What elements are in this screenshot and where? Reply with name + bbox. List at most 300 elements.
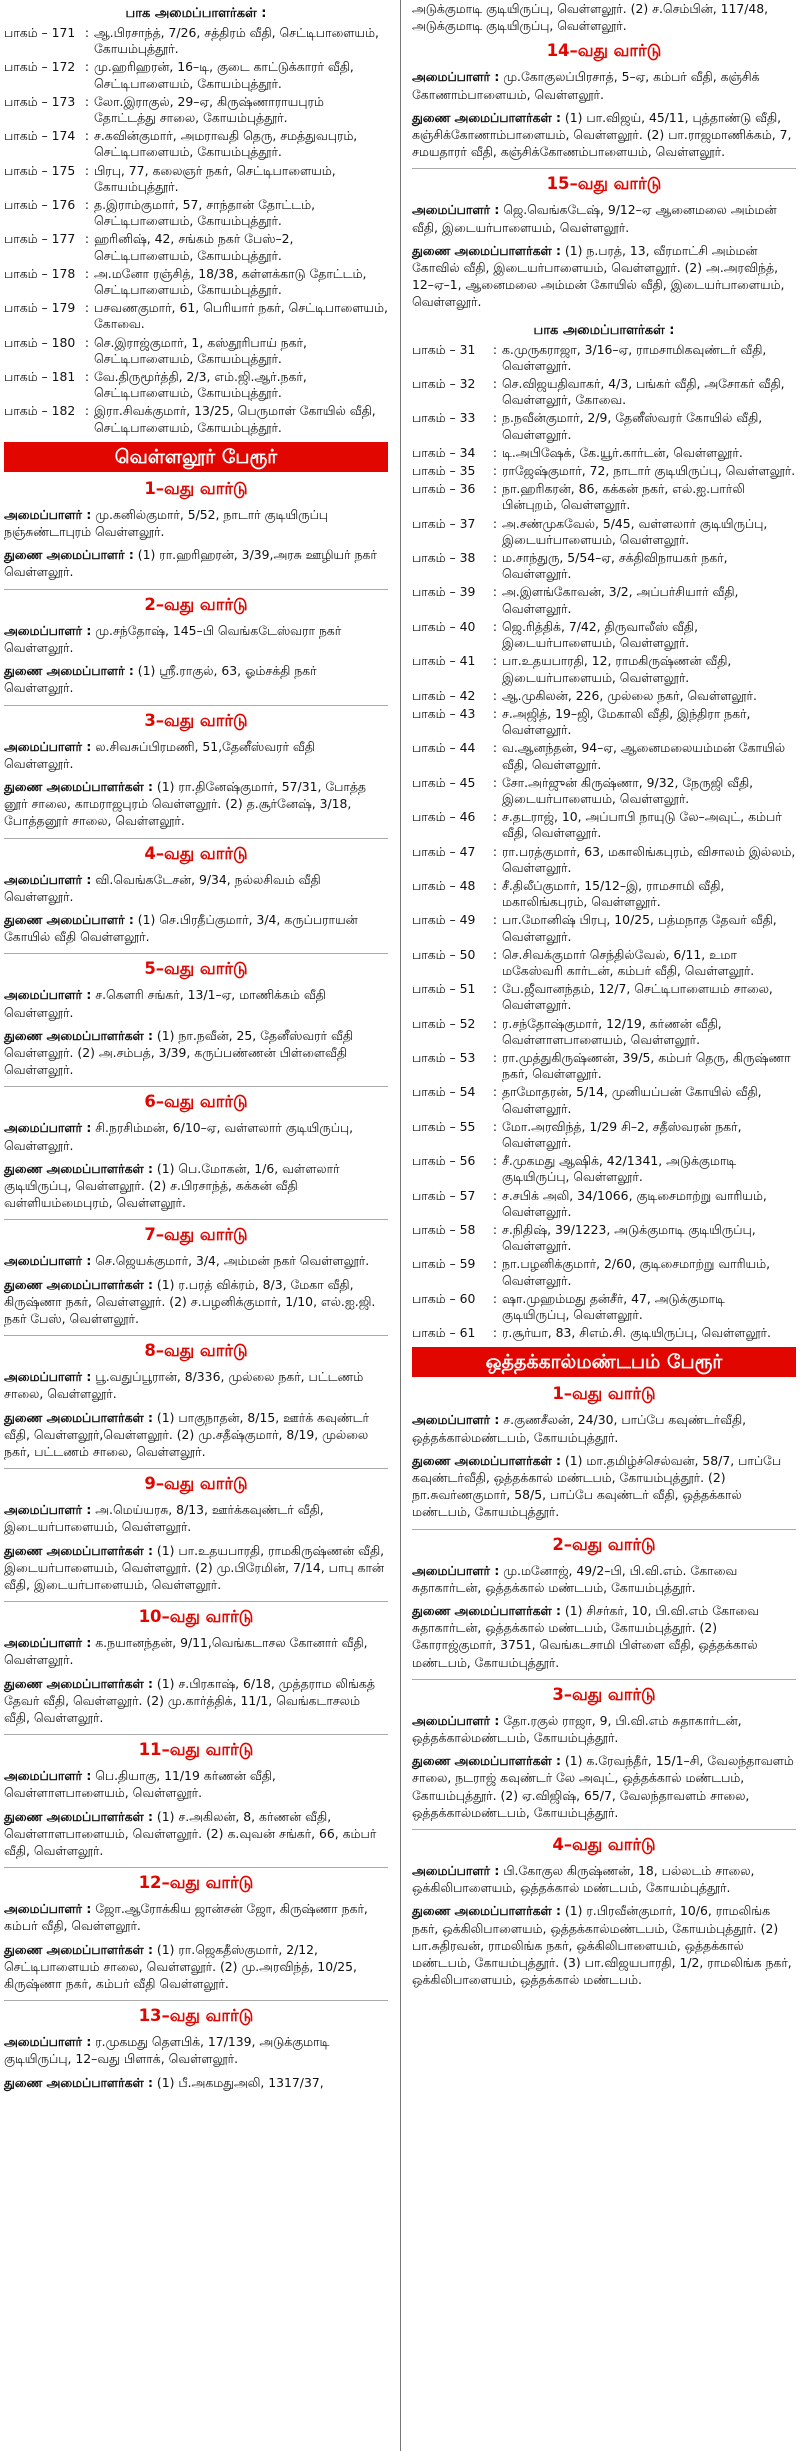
booth-number: பாகம் – 52	[412, 1015, 476, 1031]
booth-organizer: ச.தடராஜ், 10, அப்பாபி நாயுடு லே–அவுட், கம்பர் வீதி, வெள்ளலூர்.	[502, 809, 782, 841]
booth-number: பாகம் – 39	[412, 584, 476, 600]
column-divider	[400, 0, 401, 2451]
booth-number: பாகம் – 40	[412, 618, 476, 634]
organizer-paragraph	[4, 2033, 388, 2067]
booth-organizer: பிரபு, 77, கலைஞர் நகர், செட்டிபாளையம், கோயம்புத்தூர்.	[94, 162, 336, 194]
booth-organizer: மோ.அரவிந்த், 1/29 சி–2, சதீஸ்வரன் நகர், வெள்ளலூர்.	[502, 1118, 742, 1150]
booth-number: பாகம் – 51	[412, 981, 476, 997]
organizer-paragraph	[4, 1900, 388, 1934]
organizer-paragraph	[412, 1862, 796, 1896]
colon-separator: :	[492, 1290, 498, 1306]
organizer-details: (1) பா.விஜய், 45/11, புத்தாண்டு வீதி, கஞ்சிக்கோணாம்பாளையம், வெள்ளலூர். (2) பா.ராஜமாணிக்கம், 7, சமயதாரர் வீதி, கஞ்சிக்கோணம்பாளையம், வெள்ளலூர்.	[412, 109, 792, 160]
organizer-details: (1) ச.பிரகாஷ், 6/18, முத்தராம லிங்கத் தேவர் வீதி, வெள்ளலூர். (2) மு.கார்த்திக், 11/1, வெங்கடாசலம் வீதி, வெள்ளலூர்.	[4, 1675, 375, 1726]
booth-organizer: வ.ஆனந்தன், 94–ஏ, ஆனைமலையம்மன் கோயில் வீதி, வெள்ளலூர்.	[502, 740, 785, 772]
organizer-paragraph	[4, 1119, 388, 1153]
ward-heading: 1–வது வார்டு	[552, 1384, 656, 1404]
colon-separator: :	[492, 912, 498, 928]
ward-heading: 3–வது வார்டு	[552, 1684, 656, 1704]
section-divider	[4, 953, 388, 954]
role-label: துணை அமைப்பாளர்கள் :	[412, 1903, 561, 1919]
organizer-paragraph	[412, 1752, 796, 1821]
colon-separator: :	[492, 550, 498, 566]
booth-organizer: ராஜேஷ்குமார், 72, நாடார் குடியிருப்பு, வெள்ளலூர்.	[502, 463, 796, 479]
role-label: துணை அமைப்பாளர்கள் :	[4, 1160, 153, 1176]
section-divider	[412, 1679, 796, 1680]
colon-separator: :	[84, 231, 90, 247]
colon-separator: :	[492, 1325, 498, 1341]
booth-number: பாகம் – 57	[412, 1187, 476, 1203]
section-divider	[4, 838, 388, 839]
section-divider	[412, 1829, 796, 1830]
booth-number: பாகம் – 34	[412, 444, 476, 460]
organizer-paragraph	[4, 1409, 388, 1461]
role-label: அமைப்பாளர் :	[4, 987, 92, 1003]
organizer-paragraph	[4, 1808, 388, 1860]
booth-entry	[412, 809, 796, 841]
booth-organizer: ச.கவின்குமார், அமராவதி தெரு, சமத்துவபுரம், செட்டிபாளையம், கோயம்புத்தூர்.	[94, 128, 358, 160]
role-label: துணை அமைப்பாளர்கள் :	[4, 1027, 153, 1043]
organizer-details: (1) ரா.ஜெகதீஸ்குமார், 2/12, செட்டிபாளையம் சாலை, வெள்ளலூர். (2) மு.அரவிந்த், 10/25, கிருஷ்ணா நகர், கம்பர் வீதி வெள்ளலூர்.	[4, 1941, 357, 1992]
organizer-details: பூ.வதுப்பூரான், 8/336, முல்லை நகர், பட்டணம் சாலை, வெள்ளலூர்.	[4, 1369, 364, 1402]
booth-entry	[412, 376, 796, 408]
booth-organizer: சீ.திலீப்குமார், 15/12–இ, ராமசாமி வீதி, மகாலிங்கபுரம், வெள்ளலூர்.	[502, 877, 725, 910]
booth-entry	[4, 266, 388, 298]
booth-organizer: த.இராம்குமார், 57, சாந்தான் தோட்டம், செட்டிபாளையம், கோயம்புத்தூர்.	[94, 197, 316, 229]
organizer-paragraph	[4, 622, 388, 656]
organizer-paragraph	[4, 2074, 388, 2091]
role-label: துணை அமைப்பாளர்கள் :	[4, 2074, 153, 2090]
booth-entry	[4, 128, 388, 160]
organizer-details: மு.கனில்குமார், 5/52, நாடார் குடியிருப்பு நஞ்சுண்டாபுரம் வெள்ளலூர்.	[4, 506, 329, 540]
role-label: அமைப்பாளர் :	[4, 1253, 92, 1269]
booth-organizer: செ.சிவக்குமார் செந்தில்வேல், 6/11, உமா மகேஸ்வரி கார்டன், கம்பர் வீதி, வெள்ளலூர்.	[502, 946, 755, 978]
booth-entry	[412, 463, 796, 479]
booth-organizer: ஷா.முஹம்மது தன்சீர், 47, அடுக்குமாடி குடியிருப்பு, வெள்ளலூர்.	[502, 1290, 725, 1323]
organizer-paragraph	[4, 1252, 388, 1269]
booth-entry	[4, 369, 388, 401]
booth-number: பாகம் – 172	[4, 59, 76, 75]
booth-number: பாகம் – 53	[412, 1049, 476, 1065]
booth-number: பாகம் – 45	[412, 774, 476, 790]
booth-number: பாகம் – 48	[412, 877, 476, 893]
booth-number: பாகம் – 174	[4, 128, 76, 144]
booth-number: பாகம் – 56	[412, 1153, 476, 1169]
colon-separator: :	[492, 341, 498, 357]
section-divider	[412, 168, 796, 169]
booth-number: பாகம் – 47	[412, 843, 476, 859]
ward-heading: 4–வது வார்டு	[144, 843, 248, 863]
booth-organizer: லோ.இராகுல், 29–ஏ, கிருஷ்ணாராயபுரம் தோட்டத்து சாலை, கோயம்புத்தூர்.	[94, 93, 324, 126]
organizer-paragraph	[4, 871, 388, 905]
colon-separator: :	[492, 584, 498, 600]
organizer-paragraph	[412, 201, 796, 235]
colon-separator: :	[492, 809, 498, 825]
booth-entry	[412, 342, 796, 374]
booth-number: பாகம் – 33	[412, 410, 476, 426]
colon-separator: :	[492, 843, 498, 859]
ward-heading: 10–வது வார்டு	[138, 1607, 254, 1627]
booth-number: பாகம் – 43	[412, 705, 476, 721]
organizer-details: (1) செ.பிரதீப்குமார், 3/4, கருப்பராயன் கோயில் வீதி வெள்ளலூர்.	[4, 911, 358, 945]
booth-number: பாகம் – 175	[4, 162, 76, 178]
organizer-details: (1) ரா.ஹரிஹரன், 3/39,அரசு ஊழியர் நகர் வெள்ளலூர்.	[4, 547, 377, 580]
role-label: அமைப்பாளர் :	[4, 1369, 92, 1385]
section-divider	[4, 1734, 388, 1735]
section-divider	[412, 1529, 796, 1530]
organizer-details: (1) பா.உதயபாரதி, ராமகிருஷ்ணன் வீதி, இடையர்பாளையம், வெள்ளலூர். (2) மு.பிரேமின், 7/14, பாபு கான் வீதி, இடையர்பாளையம், வெள்ளலூர்.	[4, 1542, 385, 1592]
organizer-details: தோ.ரகுல் ராஜா, 9, பி.வி.எம் சுதாகார்டன், ஒத்தக்கால்மண்டபம், கோயம்புத்தூர்.	[412, 1712, 742, 1746]
organizer-details: (1) ந.பரத், 13, வீரமாட்சி அம்மன் கோவில் வீதி, இடையர்பாளையம், வெள்ளலூர். (2) அ.அரவிந்த், 12–ஏ–1, ஆனைமலை அம்மன் கோயில் வீதி, இடையர்பாளையம், வெள்ளலூர்.	[412, 242, 785, 310]
ward-heading: 12–வது வார்டு	[138, 1873, 254, 1893]
booth-entry	[4, 59, 388, 91]
booth-entry	[412, 706, 796, 738]
organizer-paragraph	[4, 1634, 388, 1668]
role-label: துணை அமைப்பாளர்கள் :	[412, 1753, 561, 1769]
booth-number: பாகம் – 50	[412, 946, 476, 962]
section-divider	[4, 1335, 388, 1336]
organizer-details: செ.ஜெயக்குமார், 3/4, அம்மன் நகர் வெள்ளலூர்.	[91, 1253, 370, 1269]
role-label: அமைப்பாளர் :	[4, 1901, 92, 1917]
booth-organizer: க.முருகராஜா, 3/16–ஏ, ராமசாமிகவுண்டர் வீதி, வெள்ளலூர்.	[502, 341, 767, 373]
organizer-paragraph	[412, 1562, 796, 1596]
booth-organizer: ஆ.முகிலன், 226, முல்லை நகர், வெள்ளலூர்.	[502, 687, 757, 703]
organizer-paragraph	[412, 1902, 796, 1988]
colon-separator: :	[84, 369, 90, 385]
colon-separator: :	[492, 1015, 498, 1031]
booth-organizer: ர.சந்தோஷ்குமார், 12/19, கர்ணன் வீதி, வெள்ளாளபாளையம், வெள்ளலூர்.	[502, 1015, 722, 1047]
ward-heading: 2–வது வார்டு	[552, 1534, 656, 1554]
organizer-details: மு.சந்தோஷ், 145–பி வெங்கடேஸ்வரா நகர் வெள்ளலூர்.	[4, 622, 342, 655]
role-label: துணை அமைப்பாளர்கள் :	[412, 1452, 561, 1468]
role-label: துணை அமைப்பாளர்கள் :	[412, 109, 561, 125]
colon-separator: :	[492, 410, 498, 426]
ward-heading: 9–வது வார்டு	[144, 1474, 248, 1494]
booth-organizer: ச.நிதிஷ், 39/1223, அடுக்குமாடி குடியிருப்பு, வெள்ளலூர்.	[502, 1222, 756, 1254]
booth-entry	[412, 550, 796, 582]
organizer-details: (1) ஸ்ரீ.ராகுல், 63, ஓம்சக்தி நகர் வெள்ளலூர்.	[4, 663, 317, 696]
section-subheading: பாக அமைப்பாளர்கள் :	[533, 322, 675, 338]
booth-entry	[412, 1291, 796, 1323]
colon-separator: :	[492, 1049, 498, 1065]
colon-separator: :	[492, 946, 498, 962]
colon-separator: :	[492, 653, 498, 669]
booth-organizer: ர.சூர்யா, 83, சிஎம்.சி. குடியிருப்பு, வெள்ளலூர்.	[502, 1325, 771, 1341]
organizer-paragraph	[412, 1602, 796, 1671]
booth-entry	[412, 516, 796, 548]
colon-separator: :	[84, 403, 90, 419]
booth-number: பாகம் – 59	[412, 1256, 476, 1272]
ward-heading: 11–வது வார்டு	[138, 1740, 254, 1760]
booth-number: பாகம் – 178	[4, 265, 76, 281]
booth-number: பாகம் – 31	[412, 341, 476, 357]
booth-entry	[4, 335, 388, 367]
booth-number: பாகம் – 176	[4, 197, 76, 213]
colon-separator: :	[492, 705, 498, 721]
booth-organizer: ரா.பரத்குமார், 63, மகாலிங்கபுரம், விசாலம் இல்லம், வெள்ளலூர்.	[502, 843, 796, 875]
booth-entry	[412, 1084, 796, 1116]
ward-heading: 13–வது வார்டு	[138, 2006, 254, 2026]
booth-number: பாகம் – 42	[412, 687, 476, 703]
booth-number: பாகம் – 58	[412, 1222, 476, 1237]
booth-entry	[412, 844, 796, 876]
booth-number: பாகம் – 61	[412, 1325, 476, 1341]
organizer-paragraph	[4, 506, 388, 540]
right-column	[404, 0, 800, 2451]
booth-number: பாகம் – 180	[4, 334, 76, 350]
booth-organizer: ஹரினிஷ், 42, சங்கம் நகர் பேஸ்–2, செட்டிபாளையம், கோயம்புத்தூர்.	[94, 231, 294, 263]
colon-separator: :	[492, 981, 498, 997]
role-label: அமைப்பாளர் :	[412, 69, 500, 85]
booth-organizer: ச.அஜித், 19–ஜி, மேகாலி வீதி, இந்திரா நகர், வெள்ளலூர்.	[502, 705, 751, 738]
ward-heading: 6–வது வார்டு	[144, 1092, 248, 1112]
role-label: துணை அமைப்பாளர்கள் :	[4, 778, 153, 794]
role-label: அமைப்பாளர் :	[4, 2034, 92, 2050]
role-label: அமைப்பாளர் :	[412, 1562, 500, 1578]
organizer-details: (1) ர.பிரவீன்குமார், 10/6, ராமலிங்க நகர், ஒக்கிலிபாளையம், ஒத்தக்கால்மண்டபம், கோயம்புத்தூர். (2) பா.சுதிரவன், ராமலிங்க நகர், ஒக்கிலிபாளையம், ஒத்தக்கால் மண்டபம், கோயம்புத்தூர். (3) பா.விஜயபாரதி, 1/2, ராமலிங்க நகர், ஒக்கிலிபாளையம், ஒத்தக்கால் மண்டபம்.	[412, 1903, 792, 1988]
booth-entry	[412, 775, 796, 807]
colon-separator: :	[492, 618, 498, 634]
booth-entry	[412, 912, 796, 944]
booth-entry	[412, 445, 796, 461]
organizer-paragraph	[4, 778, 388, 830]
booth-entry	[4, 94, 388, 126]
organizer-paragraph	[412, 68, 796, 102]
colon-separator: :	[492, 1187, 498, 1203]
organizer-paragraph	[412, 1712, 796, 1746]
organizer-details: பி.கோகுல கிருஷ்ணன், 18, பல்லடம் சாலை, ஒக்கிலிபாளையம், ஒத்தக்கால் மண்டபம், கோயம்புத்தூர்.	[412, 1863, 755, 1896]
section-divider	[4, 705, 388, 706]
section-divider	[4, 1086, 388, 1087]
booth-entry	[412, 1222, 796, 1254]
ward-heading: 4–வது வார்டு	[552, 1835, 656, 1855]
booth-organizer: அ.சண்முகவேல், 5/45, வள்ளலார் குடியிருப்பு, இடையர்பாளையம், வெள்ளலூர்.	[502, 515, 768, 547]
booth-number: பாகம் – 177	[4, 231, 76, 247]
role-label: துணை அமைப்பாளர் :	[4, 911, 134, 927]
booth-number: பாகம் – 55	[412, 1118, 476, 1134]
colon-separator: :	[492, 740, 498, 756]
organizer-details: ச.கௌரி சங்கர், 13/1–ஏ, மாணிக்கம் வீதி வெள்ளலூர்.	[4, 987, 326, 1020]
organizer-details: ல.சிவசுப்பிரமணி, 51,தேனீஸ்வரர் வீதி வெள்ளலூர்.	[4, 738, 315, 771]
booth-entry	[412, 740, 796, 772]
role-label: அமைப்பாளர் :	[412, 1863, 500, 1879]
booth-organizer: ஆ.பிரசாந்த், 7/26, சத்திரம் வீதி, செட்டிபாளையம், கோயம்புத்தூர்.	[94, 25, 379, 57]
organizer-paragraph	[4, 1160, 388, 1212]
role-label: அமைப்பாளர் :	[412, 1712, 500, 1728]
booth-organizer: வே.திருமூர்த்தி, 2/3, எம்.ஜி.ஆர்.நகர், செட்டிபாளையம், கோயம்புத்தூர்.	[94, 369, 307, 401]
booth-number: பாகம் – 179	[4, 300, 76, 316]
role-label: அமைப்பாளர் :	[4, 1635, 92, 1651]
organizer-details: ஜோ.ஆரோக்கிய ஜான்சன் ஜோ, கிருஷ்ணா நகர், கம்பர் வீதி, வெள்ளலூர்.	[4, 1901, 368, 1934]
booth-entry	[412, 1153, 796, 1185]
colon-separator: :	[84, 334, 90, 350]
organizer-paragraph	[4, 1542, 388, 1594]
booth-entry	[412, 688, 796, 704]
organizer-paragraph	[4, 1941, 388, 1993]
booth-organizer: சோ.அர்ஜுன் கிருஷ்ணா, 9/32, நேருஜி வீதி, இடையர்பாளையம், வெள்ளலூர்.	[502, 774, 754, 806]
booth-organizer: செ.இராஜ்குமார், 1, கஸ்தூரிபாய் நகர், செட்டிபாளையம், கோயம்புத்தூர்.	[94, 334, 307, 366]
booth-organizer: இரா.சிவக்குமார், 13/25, பெருமாள் கோயில் வீதி, செட்டிபாளையம், கோயம்புத்தூர்.	[94, 403, 376, 435]
booth-entry	[412, 1256, 796, 1288]
booth-number: பாகம் – 49	[412, 912, 476, 928]
colon-separator: :	[84, 265, 90, 281]
booth-organizer: சீ.முகமது ஆஷிக், 42/1341, அடுக்குமாடி குடியிருப்பு, வெள்ளலூர்.	[502, 1153, 737, 1185]
ward-heading: 7–வது வார்டு	[144, 1225, 248, 1245]
left-column	[0, 0, 396, 2451]
organizer-details: (1) க.ரேவந்தீர், 15/1–சி, வேலந்தாவளம் சாலை, நடராஜ் கவுண்டர் லே அவுட், ஒத்தக்கால் மண்டபம், கோயம்புத்தூர். (2) ஏ.விஜிஷ், 65/7, வேலந்தாவளம் சாலை, ஒத்தக்கால்மண்டபம், கோயம்புத்தூர்.	[412, 1753, 794, 1820]
organizer-paragraph	[4, 662, 388, 696]
role-label: அமைப்பாளர் :	[412, 1412, 500, 1428]
section-divider	[4, 1867, 388, 1868]
role-label: அமைப்பாளர் :	[4, 622, 92, 638]
colon-separator: :	[492, 877, 498, 893]
town-banner: ஒத்தக்கால்மண்டபம் பேரூர்	[412, 1347, 796, 1377]
colon-separator: :	[492, 463, 498, 479]
booth-organizer: பா.மோனிஷ் பிரபு, 10/25, பத்மநாத தேவர் வீதி, வெள்ளலூர்.	[502, 912, 777, 944]
organizer-details: (1) நா.நவீன், 25, தேனீஸ்வரர் வீதி வெள்ளலூர். (2) அ.சம்பத், 3/39, கருப்பண்ணன் பிள்ளைவீதி வெள்ளலூர்.	[4, 1027, 353, 1078]
colon-separator: :	[492, 1118, 498, 1134]
organizer-paragraph	[4, 986, 388, 1020]
role-label: அமைப்பாளர் :	[4, 1120, 92, 1136]
role-label: அமைப்பாளர் :	[4, 738, 92, 754]
organizer-paragraph	[412, 0, 796, 34]
organizer-details: அடுக்குமாடி குடியிருப்பு, வெள்ளலூர். (2) ச.செம்பின், 117/48, அடுக்குமாடி குடியிருப்பு, வெள்ளலூர்.	[412, 1, 769, 34]
organizer-details: (1) ரா.தினேஷ்குமார், 57/31, போத்த னூர் சாலை, காமராஜபுரம் வெள்ளலூர். (2) த.சூர்னேஷ், 3/18, போத்தனூர் சாலை, வெள்ளலூர்.	[4, 778, 366, 829]
booth-number: பாகம் – 41	[412, 653, 476, 669]
booth-entry	[412, 981, 796, 1013]
organizer-paragraph	[412, 242, 796, 311]
organizer-details: ச.குணசீலன், 24/30, பாப்பே கவுண்டர்வீதி, ஒத்தக்கால்மண்டபம், கோயம்புத்தூர்.	[412, 1412, 747, 1445]
role-label: துணை அமைப்பாளர்கள் :	[4, 1276, 153, 1292]
organizer-details: (1) ர.பரத் விக்ரம், 8/3, மேகா வீதி, கிருஷ்ணா நகர், வெள்ளலூர். (2) ச.பழனிக்குமார், 1/10, எல்.ஐ.ஜி. நகர் பேஸ், வெள்ளலூர்.	[4, 1276, 376, 1326]
organizer-details: வி.வெங்கடேசன், 9/34, நல்லசிவம் வீதி வெள்ளலூர்.	[4, 871, 321, 904]
organizer-details: பெ.தியாகு, 11/19 கர்ணன் வீதி, வெள்ளாளபாளையம், வெள்ளலூர்.	[4, 1768, 276, 1801]
role-label: துணை அமைப்பாளர்கள் :	[4, 1542, 153, 1558]
organizer-paragraph	[4, 1767, 388, 1801]
booth-entry	[412, 619, 796, 651]
booth-number: பாகம் – 32	[412, 376, 476, 392]
role-label: அமைப்பாளர் :	[4, 1502, 92, 1518]
booth-organizer: அ.மனோ ரஞ்சித், 18/38, கள்ளக்காடு தோட்டம், செட்டிபாளையம், கோயம்புத்தூர்.	[94, 265, 367, 298]
booth-entry	[4, 231, 388, 263]
booth-entry	[412, 878, 796, 910]
colon-separator: :	[84, 300, 90, 316]
booth-entry	[412, 1188, 796, 1220]
ward-heading: 8–வது வார்டு	[144, 1341, 248, 1361]
booth-entry	[412, 584, 796, 616]
organizer-paragraph	[4, 1675, 388, 1727]
organizer-paragraph	[4, 1501, 388, 1535]
booth-entry	[412, 653, 796, 685]
section-divider	[4, 1601, 388, 1602]
organizer-details: அ.மெய்யரசு, 8/13, ஊர்க்கவுண்டர் வீதி, இடையர்பாளையம், வெள்ளலூர்.	[4, 1502, 324, 1535]
booth-organizer: ஜெ.ரித்திக், 7/42, திருவாலீஸ் வீதி, இடையர்பாளையம், வெள்ளலூர்.	[502, 618, 699, 651]
organizer-details: சி.நரசிம்மன், 6/10–ஏ, வள்ளலார் குடியிருப்பு, வெள்ளலூர்.	[4, 1120, 354, 1153]
booth-number: பாகம் – 171	[4, 25, 76, 40]
organizer-details: மு.கோகுலப்பிரசாத், 5–ஏ, கம்பர் வீதி, கஞ்சிக் கோணாம்பாளையம், வெள்ளலூர்.	[412, 69, 760, 102]
organizer-details: (1) பீ.அகமதுஅலி, 1317/37,	[152, 2074, 324, 2090]
town-banner: வெள்ளலூர் பேரூர்	[4, 442, 388, 472]
colon-separator: :	[492, 376, 498, 392]
booth-entry	[412, 1016, 796, 1048]
booth-entry	[412, 481, 796, 513]
organizer-paragraph	[4, 1368, 388, 1402]
booth-entry	[4, 300, 388, 332]
booth-organizer: டி.அபிஷேக், கே.யூர்.கார்டன், வெள்ளலூர்.	[502, 444, 743, 460]
organizer-details: (1) மா.தமிழ்ச்செல்வன், 58/7, பாப்பே கவுண்டர்வீதி, ஒத்தக்கால் மண்டபம், கோயம்புத்தூர். (2) நா.சுவர்ணகுமார், 58/5, பாப்பே கவுண்டர் வீதி, ஒத்தக்கால் மண்டபம், கோயம்புத்தூர்.	[412, 1452, 782, 1520]
booth-organizer: ம.சாந்துரு, 5/54–ஏ, சக்திவிநாயகர் நகர், வெள்ளலூர்.	[502, 550, 728, 582]
booth-entry	[4, 163, 388, 195]
booth-number: பாகம் – 35	[412, 463, 476, 479]
booth-number: பாகம் – 38	[412, 550, 476, 566]
organizer-paragraph	[4, 911, 388, 945]
organizer-paragraph	[4, 1276, 388, 1328]
role-label: அமைப்பாளர் :	[4, 1768, 92, 1784]
colon-separator: :	[492, 1256, 498, 1272]
booth-entry	[4, 403, 388, 435]
ward-heading: 2–வது வார்டு	[144, 594, 248, 614]
organizer-paragraph	[4, 546, 388, 580]
organizer-details: க.நயானந்தன், 9/11,வெங்கடாசல கோனார் வீதி, வெள்ளலூர்.	[4, 1635, 368, 1668]
colon-separator: :	[84, 93, 90, 109]
booth-number: பாகம் – 44	[412, 740, 476, 756]
booth-organizer: தாமோதரன், 5/14, முனியப்பன் கோயில் வீதி, வெள்ளலூர்.	[502, 1084, 762, 1116]
booth-organizer: மு.ஹரிஹரன், 16–டி, குடை காட்டுக்காரர் வீதி, செட்டிபாளையம், கோயம்புத்தூர்.	[94, 59, 354, 91]
organizer-details: மு.மனோஜ், 49/2–பி, பி.வி.எம். கோவை சுதாகார்டன், ஒத்தக்கால் மண்டபம், கோயம்புத்தூர்.	[412, 1562, 738, 1595]
section-divider	[4, 1219, 388, 1220]
role-label: துணை அமைப்பாளர்கள் :	[4, 1409, 153, 1425]
booth-number: பாகம் – 182	[4, 403, 76, 419]
booth-entry	[412, 1119, 796, 1151]
organizer-details: (1) பாகுநாதன், 8/15, ஊர்க் கவுண்டர் வீதி, வெள்ளலூர்,வெள்ளலூர். (2) மு.சதீஷ்குமார், 8/19, முல்லை நகர், பட்டணம் சாலை, வெள்ளலூர்.	[4, 1409, 369, 1459]
role-label: துணை அமைப்பாளர் :	[4, 663, 134, 679]
section-subheading: பாக அமைப்பாளர்கள் :	[125, 6, 267, 21]
booth-organizer: அ.இளங்கோவன், 3/2, அப்பர்சியார் வீதி, வெள்ளலூர்.	[502, 584, 739, 616]
role-label: துணை அமைப்பாளர் :	[4, 547, 134, 563]
role-label: அமைப்பாளர் :	[4, 871, 92, 887]
organizer-details: (1) ச.அகிலன், 8, கர்ணன் வீதி, வெள்ளாளபாளையம், வெள்ளலூர். (2) க.வுவன் சங்கர், 66, கம்பர் வீதி, வெள்ளலூர்.	[4, 1808, 377, 1859]
colon-separator: :	[492, 1222, 498, 1237]
organizer-details: ர.முகமது தௌபிக், 17/139, அடுக்குமாடி குடியிருப்பு, 12–வது பிளாக், வெள்ளலூர்.	[4, 2034, 330, 2067]
booth-entry	[412, 947, 796, 979]
booth-entry	[4, 25, 388, 57]
colon-separator: :	[492, 481, 498, 497]
organizer-details: (1) சிசர்கர், 10, பி.வி.எம் கோவை சுதாகார்டன், ஒத்தக்கால் மண்டபம், கோயம்புத்தூர். (2) கோராஜ்குமார், 3751, வெங்கடசாமி பிள்ளை வீதி, ஒத்தக்கால் மண்டபம், கோயம்புத்தூர்.	[412, 1603, 759, 1670]
role-label: அமைப்பாளர் :	[4, 506, 92, 522]
ward-heading: 14–வது வார்டு	[546, 41, 662, 61]
colon-separator: :	[492, 444, 498, 460]
colon-separator: :	[492, 1084, 498, 1100]
booth-number: பாகம் – 173	[4, 93, 76, 109]
booth-organizer: நா.ஹரிகரன், 86, கக்கன் நகர், எல்.ஐ.பார்லி பின்புறம், வெள்ளலூர்.	[502, 481, 745, 513]
section-divider	[4, 589, 388, 590]
booth-number: பாகம் – 181	[4, 369, 76, 385]
booth-organizer: ந.நவீன்குமார், 2/9, தேனீஸ்வரர் கோயில் வீதி, வெள்ளலூர்.	[502, 410, 763, 442]
booth-number: பாகம் – 54	[412, 1084, 476, 1100]
colon-separator: :	[492, 1153, 498, 1169]
organizer-paragraph	[412, 1411, 796, 1445]
role-label: துணை அமைப்பாளர்கள் :	[4, 1808, 153, 1824]
colon-separator: :	[492, 774, 498, 790]
role-label: துணை அமைப்பாளர்கள் :	[412, 242, 561, 258]
organizer-details: (1) பெ.மோகன், 1/6, வள்ளலார் குடியிருப்பு, வெள்ளலூர். (2) ச.பிரசாந்த், கக்கன் வீதி வள்ளியம்மைபுரம், வெள்ளலூர்.	[4, 1160, 340, 1211]
booth-number: பாகம் – 37	[412, 515, 476, 531]
colon-separator: :	[84, 197, 90, 213]
role-label: துணை அமைப்பாளர்கள் :	[4, 1675, 153, 1691]
ward-heading: 5–வது வார்டு	[144, 959, 248, 979]
booth-organizer: பா.உதயபாரதி, 12, ராமகிருஷ்ணன் வீதி, இடையர்பாளையம், வெள்ளலூர்.	[502, 653, 732, 685]
organizer-paragraph	[4, 738, 388, 772]
section-divider	[4, 2000, 388, 2001]
